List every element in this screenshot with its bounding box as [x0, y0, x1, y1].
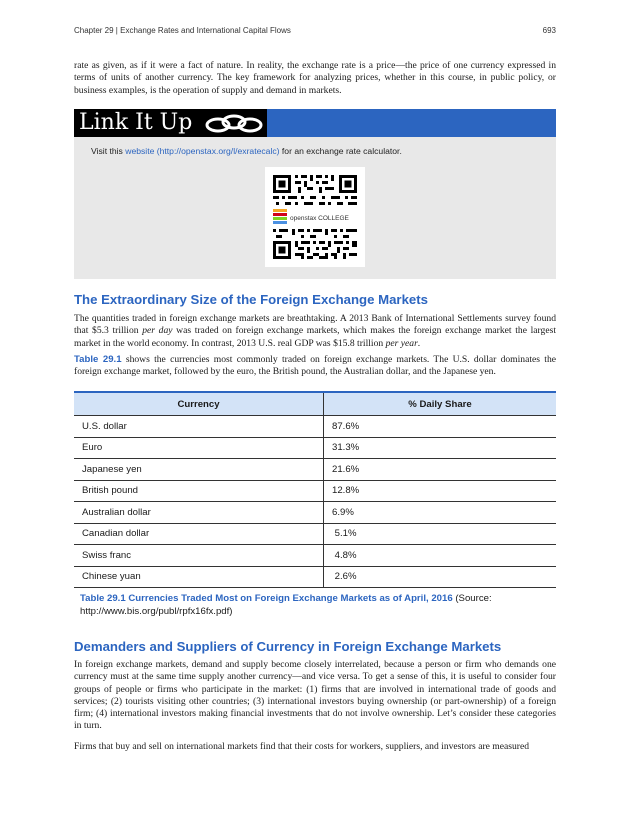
share-cell: 5.1% [324, 523, 557, 545]
link-it-up-banner [74, 109, 556, 137]
p1-text-c: . [417, 337, 421, 349]
qr-logo-text: openstax COLLEGE [290, 215, 349, 222]
qr-code-image [265, 167, 365, 267]
link-text-after: for an exchange rate calculator. [279, 146, 402, 156]
chain-link-icon [204, 110, 264, 136]
section-heading-demanders-suppliers: Demanders and Suppliers of Currency in Foreign Exchange Markets [74, 639, 502, 654]
qr-top-modules [273, 175, 357, 205]
page-number: 693 [542, 26, 556, 35]
currency-cell: Australian dollar [74, 502, 324, 524]
share-cell: 2.6% [324, 566, 557, 588]
section-heading-foreign-exchange-size: The Extraordinary Size of the Foreign Exchange Markets [74, 292, 428, 307]
table-row [74, 502, 556, 524]
link-it-up-text [91, 146, 402, 156]
p1-text-b: was traded on foreign exchange markets, which makes the foreign exchange market the largest market in the world economy. In contrast, 2013 U.S. real GDP was $15.8 trillion [74, 325, 556, 349]
link-text-before: Visit this [91, 146, 126, 156]
share-cell: 21.6% [324, 459, 557, 481]
p1-text-a: The quantities traded in foreign exchange markets are breathtaking. A 2013 Bank of International Settlements survey found that $5.3 trillion [74, 313, 556, 337]
p1-emphasis-per-day: per day [142, 325, 173, 337]
section1-paragraph-1 [74, 313, 556, 350]
running-header [74, 26, 556, 38]
share-cell: 87.6% [324, 416, 557, 438]
section2-paragraph-2: Firms that buy and sell on international markets find that their costs for workers, suppliers, and investors are measured [74, 741, 530, 752]
table-row [74, 545, 556, 567]
p1-emphasis-per-year: per year [385, 337, 418, 349]
table-row [74, 459, 556, 481]
table-caption-source: (Source: http://www.bis.org/publ/rpfx16fx.pdf) [80, 593, 492, 617]
table-caption-title: Table 29.1 Currencies Traded Most on Foreign Exchange Markets as of April, 2016 [80, 593, 453, 604]
currency-cell: Japanese yen [74, 459, 324, 481]
table-row [74, 437, 556, 459]
column-header-currency: Currency [74, 392, 324, 416]
share-cell: 12.8% [324, 480, 557, 502]
link-it-up-title: Link It Up [79, 110, 193, 135]
currency-share-table [74, 391, 556, 588]
currency-cell: British pound [74, 480, 324, 502]
section2-paragraph-1: In foreign exchange markets, demand and supply become closely interrelated, because a person or firm who demands one currency must at the same time supply another currency—and vice versa. To get a sense of this, it is useful to consider four groups of people or firms who participate in the market: (1) firms that are involved in international trade of goods and services; (2) tourists visiting other countries; (3) international investors buying ownership (or part-ownership) of a foreign firm; (4) international investors making financial investments that do not involve ownership. Let’s consider these categories in turn. [74, 659, 556, 732]
table-row [74, 566, 556, 588]
link-it-up-box [74, 109, 556, 279]
table-row [74, 416, 556, 438]
share-cell: 31.3% [324, 437, 557, 459]
section1-paragraph-2 [74, 354, 556, 379]
exchange-rate-calculator-link[interactable]: website (http://openstax.org/l/exratecalc) [125, 146, 280, 156]
currency-cell: Swiss franc [74, 545, 324, 567]
table-caption [80, 592, 550, 618]
qr-code[interactable] [265, 167, 365, 267]
qr-bottom-modules [273, 229, 357, 259]
currency-cell: Canadian dollar [74, 523, 324, 545]
currency-cell: Euro [74, 437, 324, 459]
table-reference-link[interactable]: Table 29.1 [74, 354, 122, 365]
column-header-daily-share: % Daily Share [324, 392, 557, 416]
table-row [74, 480, 556, 502]
chapter-title: Chapter 29 | Exchange Rates and International Capital Flows [74, 26, 291, 35]
openstax-logo [273, 209, 350, 224]
table-row [74, 523, 556, 545]
table-header-row [74, 392, 556, 416]
p2-text: shows the currencies most commonly traded on foreign exchange markets. The U.S. dollar dominates the foreign exchange market, followed by the euro, the British pound, the Australian dollar, and the Japanese yen. [74, 354, 556, 378]
share-cell: 6.9% [324, 502, 557, 524]
currency-cell: Chinese yuan [74, 566, 324, 588]
share-cell: 4.8% [324, 545, 557, 567]
link-it-up-title-background [74, 109, 267, 137]
currency-cell: U.S. dollar [74, 416, 324, 438]
intro-paragraph: rate as given, as if it were a fact of nature. In reality, the exchange rate is a price—the price of one currency expressed in terms of units of another currency. The key framework for analyzing prices, whether in this course, in public policy, or business examples, is the operation of supply and demand in markets. [74, 60, 556, 96]
